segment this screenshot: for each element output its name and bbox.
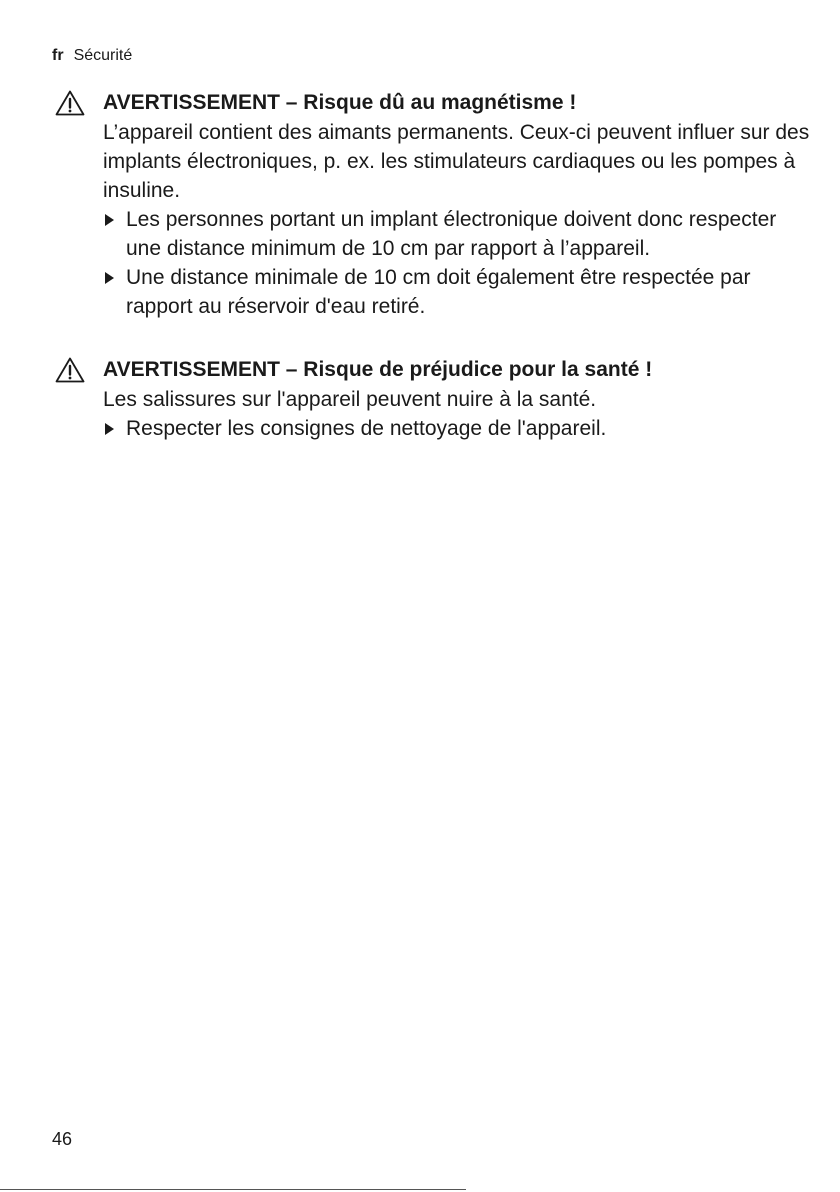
warning-header <box>55 88 815 118</box>
section-title: Sécurité <box>73 47 133 64</box>
warning-body <box>103 118 815 321</box>
step-text: Respecter les consignes de nettoyage de l'appareil. <box>126 417 607 440</box>
warning-magnetism <box>55 88 815 321</box>
step-text: Une distance minimale de 10 cm doit également être respectée par rapport au réservoir d'eau retiré. <box>126 266 751 318</box>
bullet-arrow-icon <box>105 272 114 284</box>
warning-step <box>103 414 815 443</box>
warning-step <box>103 263 815 321</box>
bullet-arrow-icon <box>105 214 114 226</box>
warning-triangle-icon <box>55 90 85 116</box>
warning-text: Les salissures sur l'appareil peuvent nuire à la santé. <box>103 388 597 411</box>
page-number: 46 <box>52 1129 73 1149</box>
warning-title: AVERTISSEMENT – Risque dû au magnétisme ! <box>103 91 577 114</box>
language-code: fr <box>52 47 64 64</box>
warning-steps <box>103 205 815 321</box>
step-text: Les personnes portant un implant électronique doivent donc respecter une distance minimum de 10 cm par rapport à l’appareil. <box>126 208 777 260</box>
page-header <box>52 46 132 66</box>
footer-divider <box>0 1189 466 1190</box>
bullet-arrow-icon <box>105 423 114 435</box>
warning-triangle-icon <box>55 357 85 383</box>
warning-body <box>103 385 815 443</box>
warning-step <box>103 205 815 263</box>
warning-steps <box>103 414 815 443</box>
warning-health <box>55 355 815 443</box>
warning-text: L’appareil contient des aimants permanents. Ceux-ci peuvent influer sur des implants électroniques, p. ex. les stimulateurs cardiaques ou les pompes à insuline. <box>103 121 810 202</box>
warning-header <box>55 355 815 385</box>
warning-title: AVERTISSEMENT – Risque de préjudice pour la santé ! <box>103 358 653 381</box>
